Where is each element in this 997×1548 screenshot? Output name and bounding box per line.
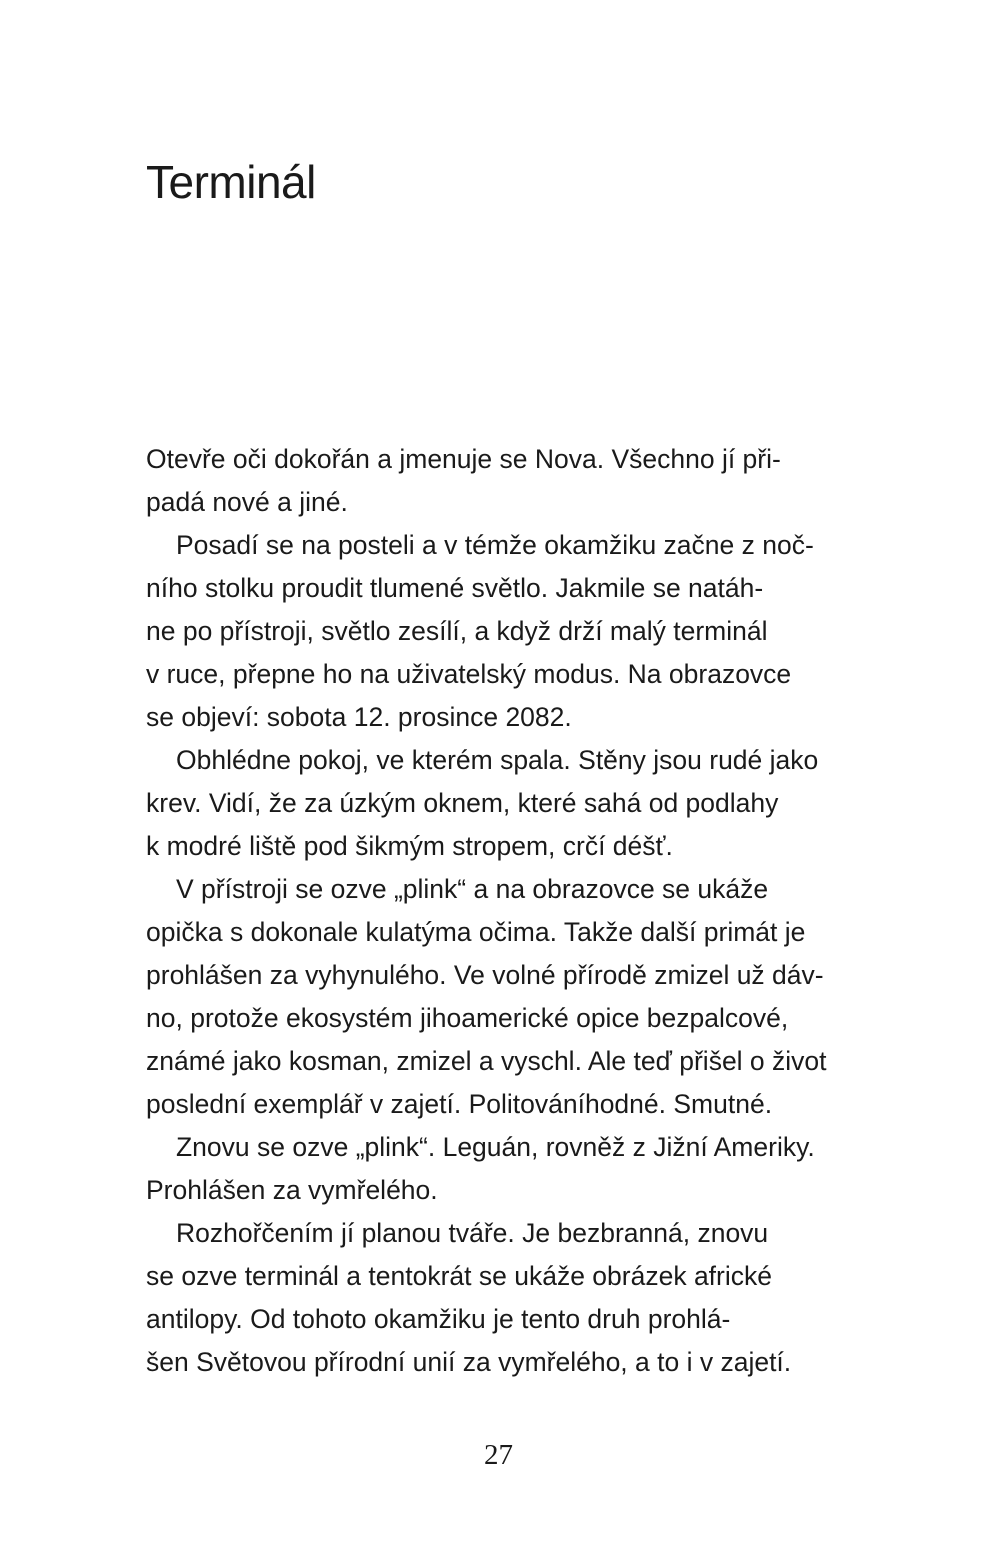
text-line: se objeví: sobota 12. prosince 2082.	[146, 702, 572, 732]
text-line: Prohlášen za vymřelého.	[146, 1175, 438, 1205]
chapter-title: Terminál	[146, 156, 316, 208]
paragraph-start-line: Rozhořčením jí planou tváře. Je bezbranná, znovu	[176, 1218, 769, 1248]
text-line: se ozve terminál a tentokrát se ukáže obrázek africké	[146, 1261, 772, 1291]
text-line: ne po přístroji, světlo zesílí, a když drží malý terminál	[146, 616, 768, 646]
text-line: ního stolku proudit tlumené světlo. Jakmile se natáh-	[146, 573, 764, 603]
text-line: antilopy. Od tohoto okamžiku je tento druh prohlá-	[146, 1304, 731, 1334]
text-line: padá nové a jiné.	[146, 487, 348, 517]
page-number: 27	[484, 1439, 513, 1471]
text-line: krev. Vidí, že za úzkým oknem, které sahá od podlahy	[146, 788, 779, 818]
text-line: prohlášen za vyhynulého. Ve volné přírodě zmizel už dáv-	[146, 960, 824, 990]
paragraph-start-line: Znovu se ozve „plink“. Leguán, rovněž z Jižní Ameriky.	[176, 1132, 815, 1162]
text-line: Otevře oči dokořán a jmenuje se Nova. Všechno jí při-	[146, 444, 781, 474]
paragraph-start-line: Posadí se na posteli a v témže okamžiku začne z noč-	[176, 530, 814, 560]
text-line: známé jako kosman, zmizel a vyschl. Ale teď přišel o život	[146, 1046, 827, 1076]
body-text	[146, 438, 886, 1384]
text-line: opička s dokonale kulatýma očima. Takže další primát je	[146, 917, 806, 947]
text-line: šen Světovou přírodní unií za vymřelého, a to i v zajetí.	[146, 1347, 792, 1377]
text-line: no, protože ekosystém jihoamerické opice bezpalcové,	[146, 1003, 789, 1033]
text-line: v ruce, přepne ho na uživatelský modus. Na obrazovce	[146, 659, 792, 689]
paragraph-start-line: Obhlédne pokoj, ve kterém spala. Stěny jsou rudé jako	[176, 745, 819, 775]
text-line: k modré liště pod šikmým stropem, crčí déšť.	[146, 831, 673, 861]
paragraph-start-line: V přístroji se ozve „plink“ a na obrazovce se ukáže	[176, 874, 769, 904]
text-line: poslední exemplář v zajetí. Politováníhodné. Smutné.	[146, 1089, 773, 1119]
